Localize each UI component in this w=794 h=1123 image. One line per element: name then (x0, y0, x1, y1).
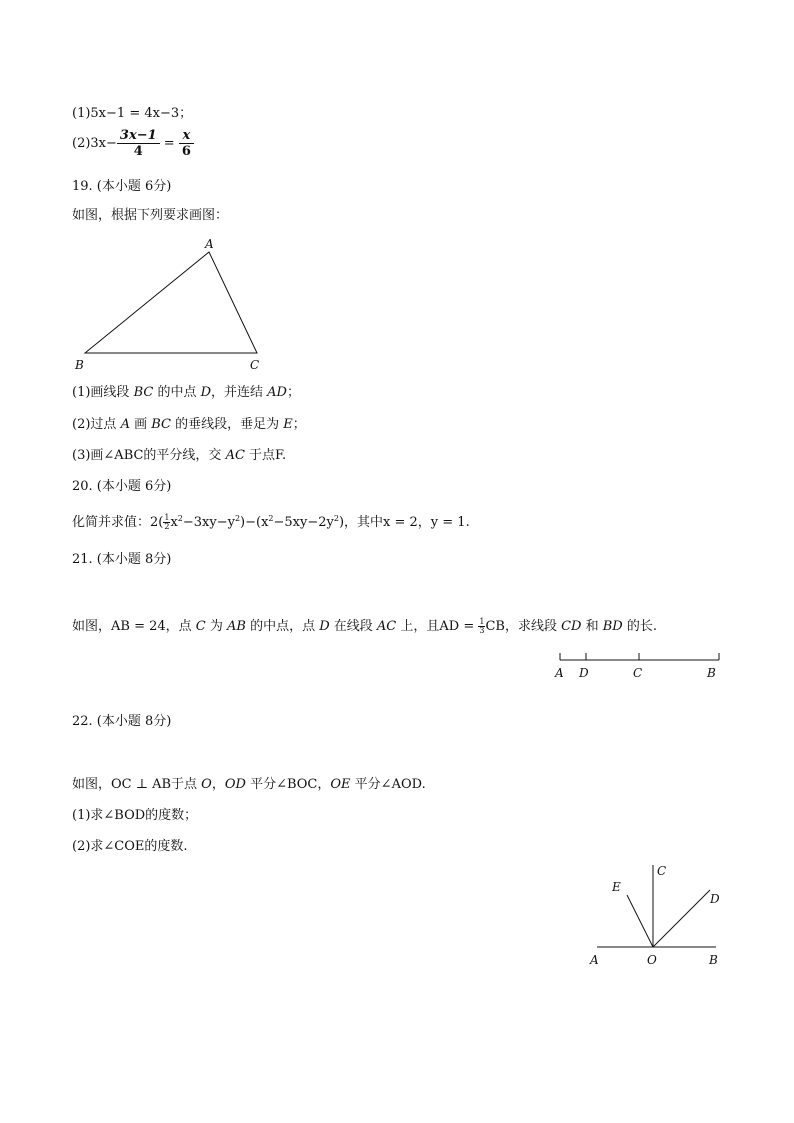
q19-part2-text-c: 画 (129, 417, 152, 432)
q22-body (72, 776, 426, 794)
q21-text-j: CB，求线段 (485, 619, 562, 634)
q19-part2 (72, 416, 306, 434)
q21-fraction-numerator: 1 (479, 617, 485, 626)
label-a: A (205, 237, 214, 251)
q20-sup-d: 2 (268, 514, 274, 523)
q19-part3-text-b: AC (225, 448, 245, 463)
q20-sup-b: 2 (177, 514, 183, 523)
q19-part2-text-a: (2)过点 (72, 417, 121, 432)
ray-od (653, 890, 710, 947)
q21-fraction-denominator: 3 (479, 626, 485, 635)
q18-part2-prefix: (2)3x− (72, 136, 117, 151)
q21-header: 21. (本小题 8分) (72, 552, 172, 567)
segment-abcd-figure (550, 645, 730, 685)
q19-part1-text-e: ，并连结 (211, 385, 268, 400)
q21-text-k: CD (561, 619, 582, 634)
q20-text-c: −3xy−y (182, 515, 235, 530)
q20-text-f: )，其中x = 2，y = 1. (338, 515, 470, 530)
q18-fraction-right (179, 128, 194, 159)
label-b: B (707, 666, 716, 680)
triangle-abc-figure (60, 230, 280, 380)
q21-text-a: 如图，AB = 24，点 (72, 619, 196, 634)
q18-fraction-left (117, 128, 160, 159)
q18-fraction-left-denominator: 4 (133, 144, 143, 159)
label-o: O (647, 953, 657, 967)
q20-fraction-numerator: 1 (164, 513, 170, 522)
q19-part2-text-f: E (283, 417, 293, 432)
q20-body (72, 514, 470, 532)
q20-text-d: )−(x (240, 515, 269, 530)
q21-text-h: AC (376, 619, 397, 634)
q22-text-e: 平分∠BOC， (245, 777, 331, 792)
ray-oe (627, 895, 653, 947)
q21-text-e: 的中点，点 (245, 619, 320, 634)
label-c: C (250, 358, 260, 372)
q19-part3 (72, 447, 286, 465)
q22-text-f: OE (330, 777, 351, 792)
label-b: B (75, 358, 84, 372)
q22-part1: (1)求∠BOD的度数； (72, 808, 198, 823)
q19-part3-text-a: (3)画∠ABC的平分线，交 (72, 448, 226, 463)
q21-body (72, 618, 657, 636)
q22-text-a: 如图，OC ⊥ AB于点 (72, 777, 202, 792)
q19-part1-text-f: AD (267, 385, 287, 400)
q21-text-c: 为 (205, 619, 227, 634)
label-b: B (709, 953, 718, 967)
q19-part1-text-c: 的中点 (153, 385, 201, 400)
label-a: A (555, 666, 564, 680)
q20-text-a: 化简并求值：2( (72, 515, 164, 530)
q21-text-b: C (195, 619, 206, 634)
q20-text-b: x (170, 515, 178, 530)
q19-part1-text-b: BC (133, 385, 154, 400)
q22-text-b: O (201, 777, 212, 792)
q21-text-n: 的长. (622, 619, 657, 634)
q21-text-m: BD (602, 619, 623, 634)
label-c: C (633, 666, 643, 680)
q19-part2-text-b: A (120, 417, 130, 432)
label-e: E (612, 880, 621, 894)
label-a: A (590, 953, 599, 967)
angle-figure (580, 855, 740, 975)
q18-fraction-left-numerator: 3x−1 (117, 128, 160, 144)
q22-text-c: ， (211, 777, 225, 792)
q19-part2-text-g: ； (292, 417, 306, 432)
q19-part1-text-a: (1)画线段 (72, 385, 134, 400)
q22-header: 22. (本小题 8分) (72, 714, 172, 729)
q19-part2-text-e: 的垂线段，垂足为 (170, 417, 284, 432)
q21-text-d: AB (227, 619, 246, 634)
q19-part3-text-c: 于点F. (244, 448, 287, 463)
q20-fraction-denominator: 2 (164, 522, 170, 531)
q22-text-g: 平分∠AOD. (350, 777, 426, 792)
q21-text-l: 和 (581, 619, 603, 634)
q22-part2: (2)求∠COE的度数. (72, 839, 188, 854)
q19-part1-text-d: D (200, 385, 212, 400)
q22-text-d: OD (224, 777, 246, 792)
q18-part1: (1)5x−1 = 4x−3； (72, 106, 193, 121)
label-d: D (579, 666, 589, 680)
q19-intro: 如图，根据下列要求画图： (72, 208, 229, 223)
label-d: D (710, 892, 720, 906)
q19-header: 19. (本小题 6分) (72, 179, 172, 194)
q20-header: 20. (本小题 6分) (72, 479, 172, 494)
q20-sup-c: 2 (234, 514, 241, 523)
q21-text-g: 在线段 (329, 619, 377, 634)
q19-part2-text-d: BC (151, 417, 171, 432)
label-c: C (657, 864, 667, 878)
q18-fraction-right-denominator: 6 (181, 144, 191, 159)
q21-text-f: D (319, 619, 330, 634)
q19-part1 (72, 384, 300, 402)
q21-text-i: 上，且AD = (396, 619, 479, 634)
q18-equals: = (159, 136, 179, 151)
q18-part2 (72, 128, 194, 159)
triangle-abc (85, 252, 257, 353)
q18-fraction-right-numerator: x (179, 128, 194, 144)
q19-part1-text-g: ； (286, 385, 300, 400)
q20-text-e: −5xy−2y (273, 515, 334, 530)
q20-sup-e: 2 (333, 514, 339, 523)
